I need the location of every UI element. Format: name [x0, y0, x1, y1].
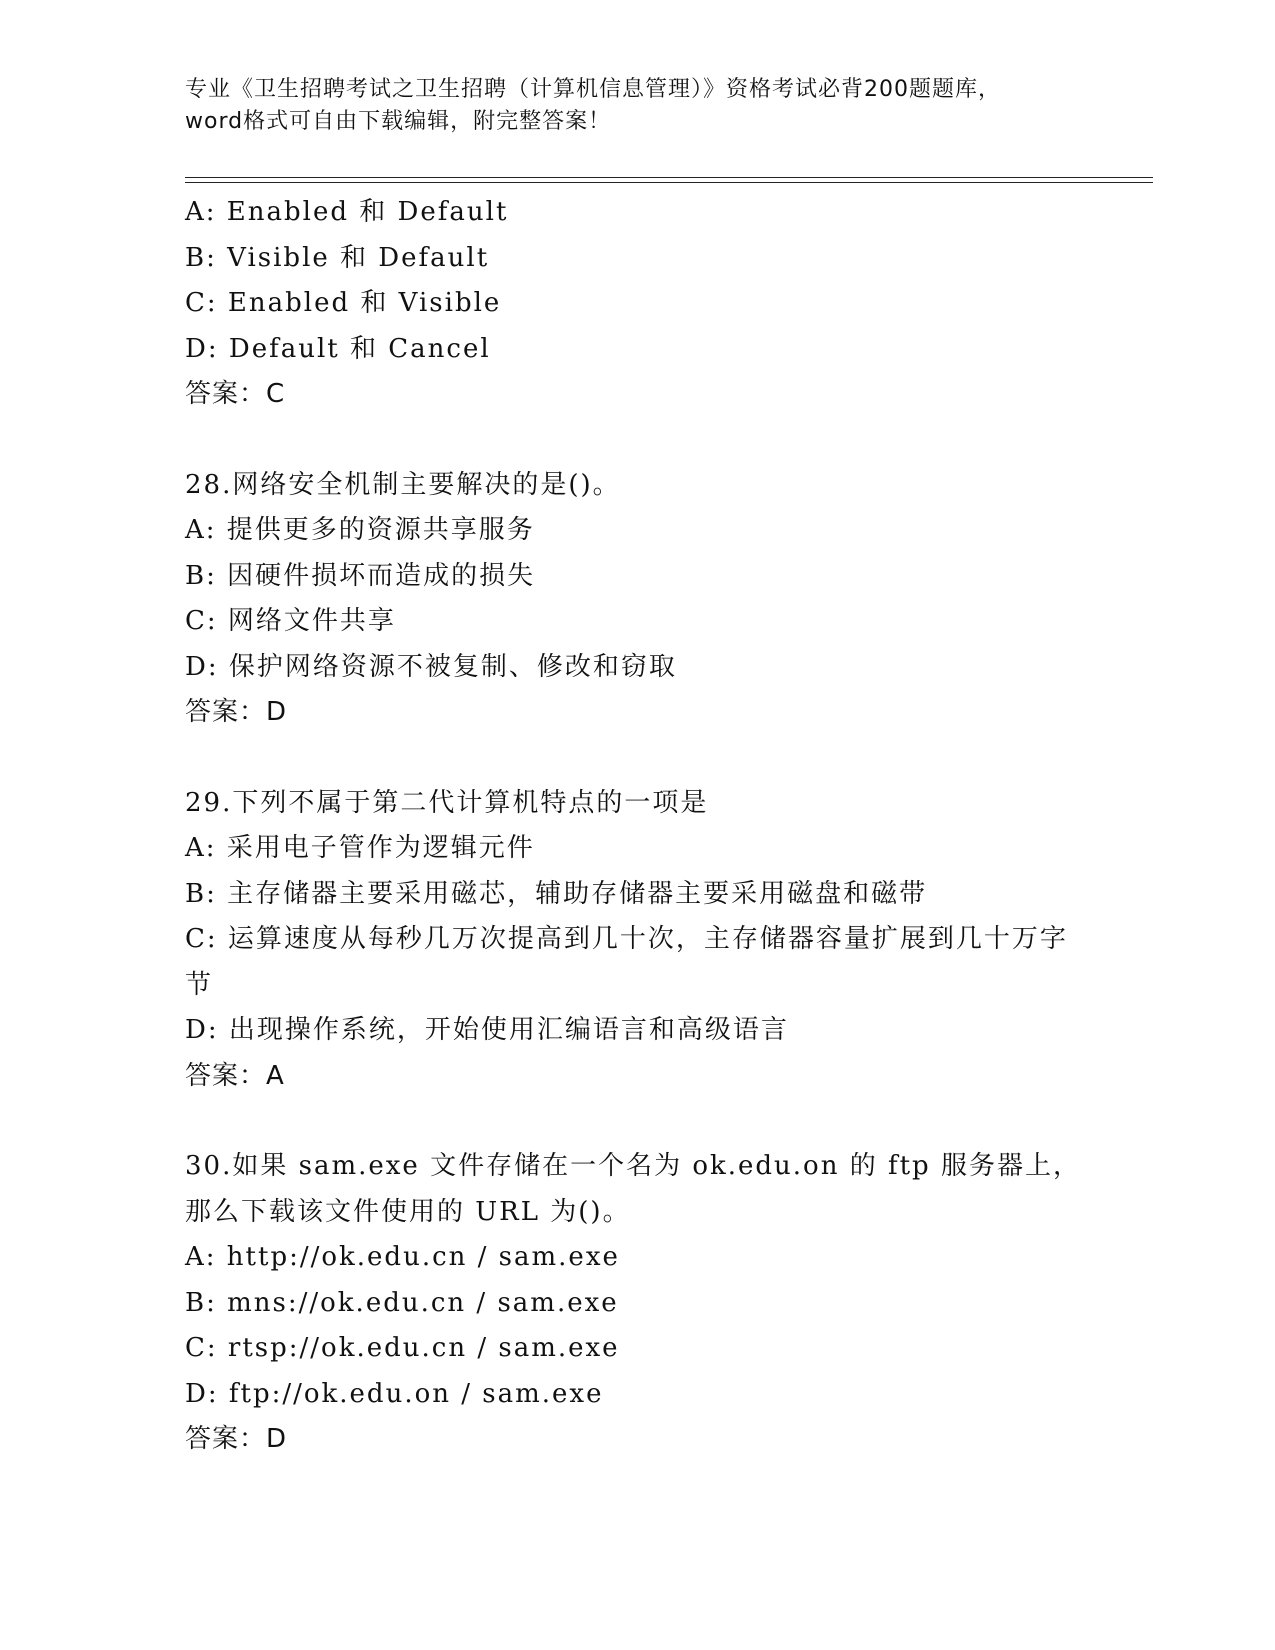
question-block — [185, 463, 1085, 736]
option-d: D: 保护网络资源不被复制、修改和窃取 — [185, 651, 677, 682]
spacer — [185, 418, 1085, 463]
spacer — [185, 736, 1085, 781]
option-c: C: Enabled 和 Visible — [185, 288, 502, 318]
option-d: D: Default 和 Cancel — [185, 333, 491, 364]
header-line-2: word格式可自由下载编辑，附完整答案！ — [185, 109, 612, 134]
document-header — [185, 74, 1085, 138]
question-block — [185, 190, 1085, 418]
option-c: C: 运算速度从每秒几万次提高到几十次，主存储器容量扩展到几十万字节 — [185, 924, 1068, 1000]
option-b: B: 主存储器主要采用磁芯，辅助存储器主要采用磁盘和磁带 — [185, 878, 928, 909]
header-divider-bottom — [185, 182, 1153, 183]
answer-line: 答案：A — [185, 1060, 285, 1091]
option-a: A: http://ok.edu.cn / sam.exe — [185, 1242, 620, 1272]
question-stem: 29.下列不属于第二代计算机特点的一项是 — [185, 787, 709, 818]
header-divider-top — [185, 177, 1153, 178]
option-d: D: 出现操作系统，开始使用汇编语言和高级语言 — [185, 1015, 789, 1045]
question-list — [185, 190, 1085, 1463]
option-b: B: 因硬件损坏而造成的损失 — [185, 560, 536, 591]
answer-line: 答案：C — [185, 379, 286, 409]
option-c: C: rtsp://ok.edu.cn / sam.exe — [185, 1333, 620, 1363]
option-c: C: 网络文件共享 — [185, 606, 396, 636]
option-b: B: Visible 和 Default — [185, 242, 490, 273]
question-block — [185, 781, 1085, 1100]
answer-line: 答案：D — [185, 697, 288, 727]
answer-line: 答案：D — [185, 1424, 288, 1454]
question-stem: 28.网络安全机制主要解决的是()。 — [185, 469, 621, 500]
option-b: B: mns://ok.edu.cn / sam.exe — [185, 1287, 619, 1318]
question-stem: 30.如果 sam.exe 文件存储在一个名为 ok.edu.on 的 ftp 服务器上，那么下载该文件使用的 URL 为()。 — [185, 1151, 1081, 1227]
option-d: D: ftp://ok.edu.on / sam.exe — [185, 1378, 604, 1409]
option-a: A: Enabled 和 Default — [185, 197, 509, 227]
option-a: A: 提供更多的资源共享服务 — [185, 515, 535, 545]
header-line-1: 专业《卫生招聘考试之卫生招聘（计算机信息管理）》资格考试必背200题题库， — [185, 77, 1001, 102]
question-block — [185, 1144, 1085, 1463]
option-a: A: 采用电子管作为逻辑元件 — [185, 833, 535, 863]
spacer — [185, 1099, 1085, 1144]
